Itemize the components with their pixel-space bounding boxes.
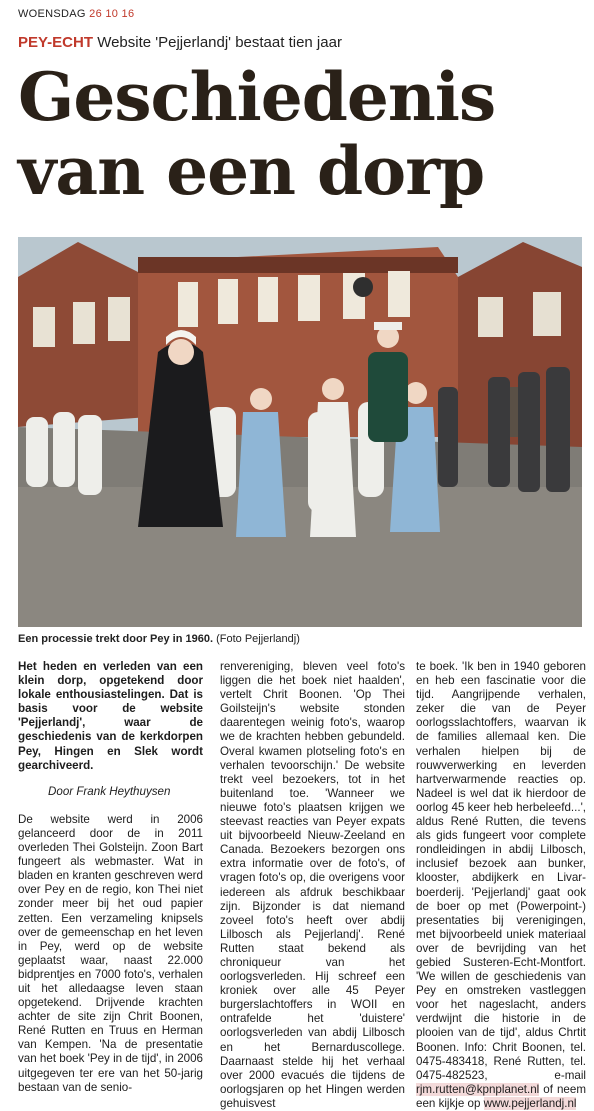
dateline-day: WOENSDAG	[18, 8, 86, 20]
article-body-3	[416, 660, 586, 1111]
article-lead: Het heden en verleden van een klein dorp, opgetekend door lokale enthousiastelingen. Dat is basis voor de website 'Pejjerlandj', waar de geschiedenis van de kerkdorpen Pey, Hingen en Slek wordt gearchiveerd.	[18, 660, 203, 772]
website-link[interactable]: www.pejjerlandj.nl	[483, 1096, 577, 1110]
dateline	[18, 8, 134, 20]
article-tail-text: of neem een kijkje op	[416, 1082, 586, 1110]
article-column-3	[416, 660, 586, 1110]
byline: Door Frank Heythuysen	[48, 784, 171, 798]
kicker	[18, 34, 342, 51]
kicker-place: PEY-ECHT	[18, 34, 94, 51]
article-column-2	[220, 660, 405, 1110]
headline-line-1: Geschiedenis	[18, 58, 496, 136]
procession-photo	[18, 237, 582, 627]
headline	[18, 60, 578, 208]
article-body-2: renvereniging, bleven veel foto's liggen die het boek niet haalden', vertelt Chrit Boonen. 'Op Thei Goilsteijn's website stonden daarentegen weinig foto's, waarop we de krachten hebben gebundeld. Overal kwamen plotseling foto's en verhalen tevoorschijn.' De website trekt veel bezoekers, tot in het buitenland toe. 'Wanneer we nieuwe foto's plaatsen krijgen we steevast reacties van Peyer expats uit bijvoorbeeld Nieuw-Zeeland en Canada. Bezoekers bezorgen ons extra informatie over de foto's, of vragen foto's op, die overigens voor iedereen als afdruk beschikbaar zijn. Bijzonder is dat niemand zoveel foto's heeft over abdij Lilbosch als Pejjerlandj'. René Rutten staat bekend als chroniqueur van het oorlogsverleden. Hij schreef een kroniek over alle 45 Peyer burgerslachtoffers in WOII en ontrafelde het 'duistere' oorlogsverleden van abdij Lilbosch en het Bernarduscollege. Daarnaast stelde hij het verhaal over 2000 evacués die tijdens de oorlogsjaren op het Hingen werden gehuisvest	[220, 660, 405, 1110]
kicker-text: Website 'Pejjerlandj' bestaat tien jaar	[97, 34, 342, 51]
article-column-1	[18, 660, 203, 1094]
photo-caption	[18, 633, 300, 645]
article-body-1: De website werd in 2006 gelanceerd door de in 2011 overleden Thei Golsteijn. Zoon Bart fungeert als webmaster. Wat in bladen en kranten geschreven werd over Pey en de regio, kon Thei niet zonder meer bij het oud papier zetten. Een verzameling knipsels over de gemeenschap en het leven in Pey, werd op de website geplaatst waar, naast 22.000 bidprentjes en 7000 foto's, verhalen uit het alledaagse leven staan opgetekend. Drijvende krachten achter de site zijn Chrit Boonen, René Rutten en Truus en Herman van Kempen. 'Na de presentatie van het boek 'Pey in de tijd', in 2006 uitgegeven ter ere van het 50-jarig bestaan van de senio-	[18, 812, 203, 1094]
dateline-date: 26 10 16	[89, 8, 135, 20]
headline-line-2: van een dorp	[18, 132, 485, 210]
procession-photo-illustration	[18, 237, 582, 627]
email-link[interactable]: rjm.rutten@kpnplanet.nl	[416, 1082, 540, 1096]
article-body-3-text: te boek. 'Ik ben in 1940 geboren en heb een fascinatie voor die tijd. Aangrijpende verhalen, zeker die van de Peyer oorlogsslachtoffers, waarvan ik de families allemaal ken. Die verhalen hielpen bij de rouwverwerking en leverden hartverwarmende reacties op. Nadeel is wel dat ik hierdoor de oorlog 45 keer heb herbeleefd...', aldus René Rutten, die tevens als gids fungeert voor complete rondleidingen in abdij Lilbosch, inclusief bezoek aan bunker, klooster, abdijkerk en Livar-boerderij. 'Pejjerlandj' gaat ook de boer op met (Powerpoint-) presentaties bij verenigingen, met bijvoorbeeld uniek materiaal over de bevrijding van het gebied Susteren-Echt-Montfort. 'We willen de geschiedenis van Pey en omstreken vastleggen voor het nageslacht, anders verdwijnt die historie in de plooien van de tijd', aldus Chrtit Boonen. Info: Chrit Boonen, tel. 0475-483418, René Rutten, tel. 0475-482523, e-mail	[416, 660, 586, 1082]
caption-text: Een processie trekt door Pey in 1960.	[18, 633, 214, 645]
caption-credit: (Foto Pejjerlandj)	[216, 633, 300, 645]
